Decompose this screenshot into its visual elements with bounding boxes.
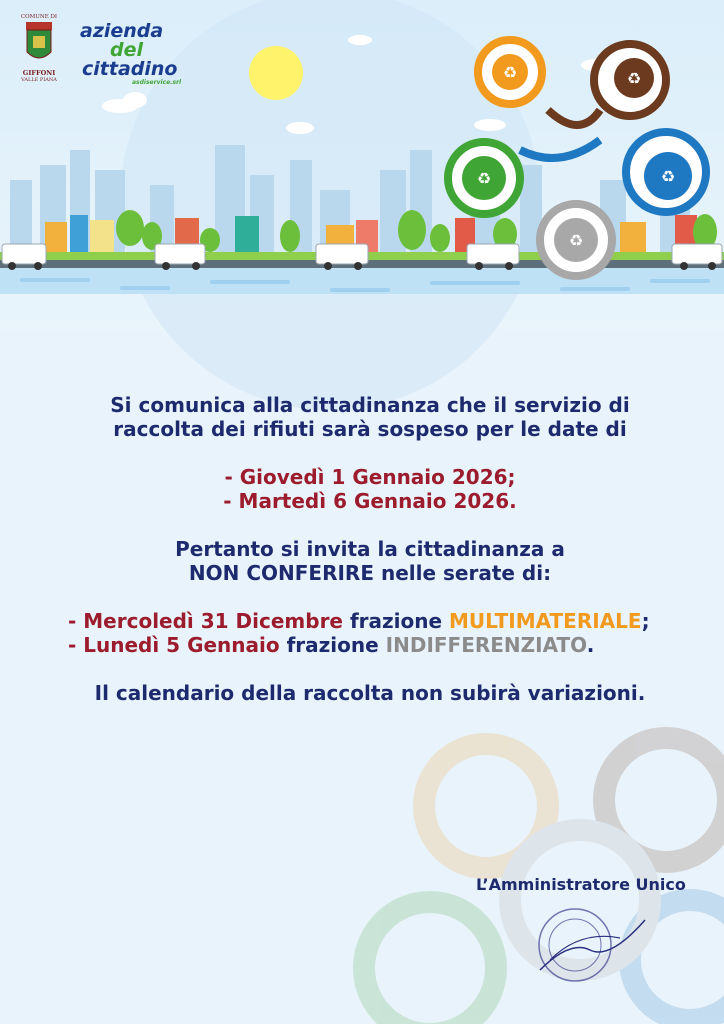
coat-of-arms-icon: [24, 20, 54, 66]
logo-subtext: asdiservice.srl: [132, 79, 182, 86]
invite-line-1: Pertanto si invita la cittadinanza a: [175, 537, 565, 561]
schedule-word-1: frazione: [343, 609, 450, 633]
intro-line-1: Si comunica alla cittadinanza che il servizio di: [110, 393, 630, 417]
svg-text:♻: ♻: [502, 63, 518, 82]
suspended-date-1: - Giovedì 1 Gennaio 2026;: [224, 465, 516, 489]
schedule-end-1: ;: [641, 609, 650, 633]
logo-line-2: del: [110, 39, 143, 61]
logo-line-3: cittadino: [82, 58, 178, 80]
svg-text:♻: ♻: [626, 69, 642, 88]
crest-bottom-label-2: VALLE PIANA: [21, 77, 57, 83]
svg-text:♻: ♻: [568, 231, 584, 250]
svg-text:♻: ♻: [476, 169, 492, 188]
crest-bottom-label: GIFFONI: [22, 69, 56, 77]
svg-text:♻: ♻: [660, 167, 676, 186]
schedule-item-indifferenziato: [68, 633, 700, 657]
schedule-item-multimateriale: [68, 609, 700, 633]
schedule-day-2: - Lunedì 5 Gennaio: [68, 633, 280, 657]
company-logo: [80, 22, 210, 87]
schedule-end-2: .: [586, 633, 595, 657]
schedule-fraction-1: MULTIMATERIALE: [449, 609, 642, 633]
schedule-word-2: frazione: [279, 633, 386, 657]
logo-line-1: azienda: [80, 20, 164, 42]
official-stamp: [530, 900, 650, 990]
schedule-day-1: - Mercoledì 31 Dicembre: [68, 609, 343, 633]
schedule-fraction-2: INDIFFERENZIATO: [385, 633, 587, 657]
municipality-crest: [20, 14, 58, 90]
invite-line-2: NON CONFERIRE nelle serate di:: [188, 561, 552, 585]
sun-icon: [249, 46, 303, 100]
suspended-date-2: - Martedì 6 Gennaio 2026.: [223, 489, 517, 513]
notice-body: [40, 393, 700, 705]
closing-line: Il calendario della raccolta non subirà variazioni.: [94, 681, 646, 705]
signature-title: L’Amministratore Unico: [476, 875, 686, 894]
intro-line-2: raccolta dei rifiuti sarà sospeso per le date di: [113, 417, 627, 441]
crest-top-label: COMUNE DI: [20, 14, 58, 20]
